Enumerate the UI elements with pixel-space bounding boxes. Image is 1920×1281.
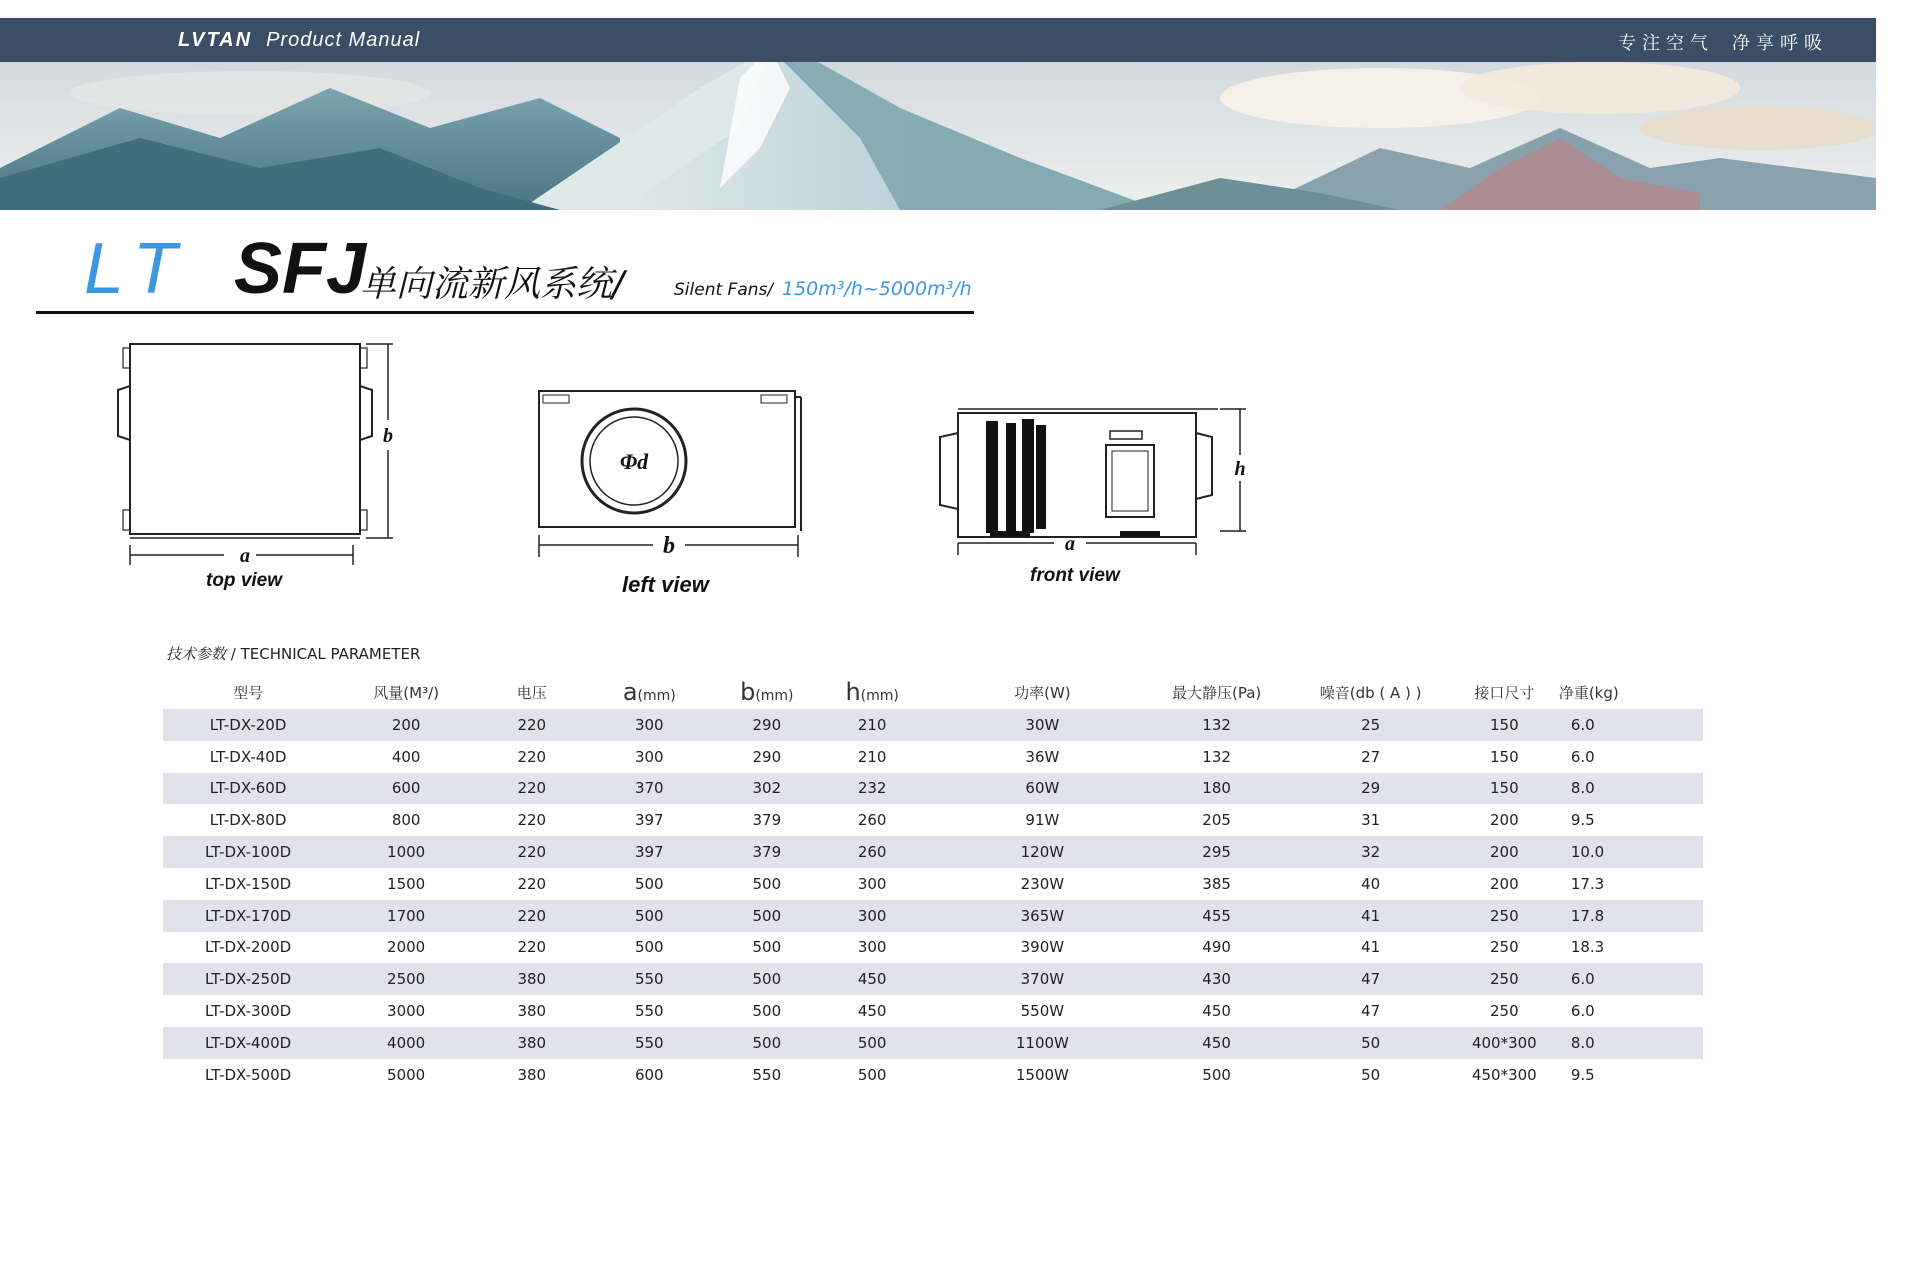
cell-pressure: 295 [1160,836,1273,868]
cell-voltage: 220 [479,836,584,868]
cell-b: 379 [714,836,819,868]
brand-header [178,29,420,52]
cell-h: 300 [819,900,924,932]
slogan-part-1: 专注空气 [1618,33,1714,54]
cell-voltage: 220 [479,709,584,741]
cell-voltage: 220 [517,938,547,957]
cell-noise: 50 [1361,1065,1381,1084]
cell-noise: 40 [1361,874,1381,893]
table-row [163,932,1703,964]
series-label: LT [84,229,191,309]
left-view-label: left view [622,572,709,597]
cell-port: 250 [1490,938,1519,957]
cell-weight: 18.3 [1570,938,1605,957]
cell-h: 260 [819,836,924,868]
cell-weight: 9.5 [1570,811,1595,830]
airflow-range: 150m³/h~5000m³/h [782,278,972,300]
cell-b: 290 [752,747,782,766]
cell-noise: 31 [1361,811,1381,830]
header-a-unit: (mm) [637,688,676,704]
cell-b: 550 [752,1065,782,1084]
cell-voltage: 380 [517,1065,547,1084]
dim-h-label: h [1234,458,1246,480]
header-pressure: 最大静压(Pa) [1171,683,1262,702]
cell-voltage: 380 [479,963,584,995]
cell-b: 500 [714,1027,819,1059]
cell-h: 500 [819,1027,924,1059]
cell-model: LT-DX-40D [209,747,287,766]
cell-model: LT-DX-170D [163,900,333,932]
cell-noise: 27 [1361,747,1381,766]
cell-noise: 25 [1273,709,1468,741]
dim-b-label: b [663,533,675,559]
cell-airflow: 1500 [387,874,426,893]
table-row [163,900,1703,932]
header-a-main: a [622,678,638,706]
cell-power: 1500W [1015,1065,1069,1084]
cell-pressure: 132 [1202,747,1231,766]
header-b-unit: (mm) [755,688,794,704]
cell-model: LT-DX-250D [163,963,333,995]
cell-voltage: 220 [517,874,547,893]
cell-a: 370 [584,773,714,805]
header-noise: 噪音(db ( A ) ) [1319,683,1422,702]
table-row [163,773,1703,805]
cell-weight: 6.0 [1541,963,1703,995]
header-model: 型号 [233,683,264,702]
cell-b: 500 [752,874,782,893]
cell-port: 150 [1468,709,1541,741]
cell-weight: 6.0 [1541,709,1703,741]
cell-weight: 8.0 [1541,773,1703,805]
dim-b-label: b [383,425,393,447]
cell-a: 397 [634,811,664,830]
header-h-main: h [845,678,861,706]
cell-model: LT-DX-20D [163,709,333,741]
title-underline [36,311,974,314]
header-h-unit: (mm) [860,688,899,704]
cell-b: 500 [752,1002,782,1021]
dim-a-label: a [240,545,250,567]
cell-airflow: 5000 [387,1065,426,1084]
cell-port: 200 [1490,811,1519,830]
cell-pressure: 132 [1160,709,1273,741]
cell-a: 397 [584,836,714,868]
left-view-drawing [535,385,805,560]
dim-d-label: Φd [619,449,649,474]
header-h [819,675,924,709]
table-caption [166,643,420,664]
cell-pressure: 430 [1160,963,1273,995]
cell-a: 550 [634,1002,664,1021]
table-body [163,709,1703,1091]
product-title [84,228,984,318]
cell-power: 36W [1025,747,1060,766]
header-port: 接口尺寸 [1474,683,1535,702]
cell-power: 1100W [925,1027,1160,1059]
cell-airflow: 400 [391,747,421,766]
cell-a: 550 [584,1027,714,1059]
cell-port: 200 [1490,874,1519,893]
table-row [163,709,1703,741]
cell-model: LT-DX-150D [205,874,292,893]
cell-power: 91W [1025,811,1060,830]
cell-pressure: 450 [1160,1027,1273,1059]
table-row [163,995,1703,1027]
cell-power: 550W [1020,1002,1065,1021]
product-name-en: Silent Fans/ [674,280,774,300]
cell-noise: 41 [1361,938,1381,957]
cell-voltage: 380 [517,1002,547,1021]
cell-pressure: 450 [1202,1002,1231,1021]
cell-voltage: 220 [479,773,584,805]
cell-port: 200 [1468,836,1541,868]
cell-b: 302 [714,773,819,805]
cell-model: LT-DX-400D [163,1027,333,1059]
cell-airflow: 2000 [387,938,426,957]
table-row [163,1027,1703,1059]
brand-name: LVTAN [178,29,253,51]
cell-voltage: 220 [479,900,584,932]
cell-airflow: 4000 [333,1027,479,1059]
cell-b: 290 [714,709,819,741]
cell-model: LT-DX-500D [205,1065,292,1084]
table-caption-cn: 技术参数 [166,645,227,663]
cell-a: 500 [634,874,664,893]
cell-a: 300 [634,747,664,766]
cell-h: 260 [857,811,887,830]
cell-port: 250 [1468,900,1541,932]
top-view-label: top view [206,570,283,591]
cell-a: 550 [584,963,714,995]
cell-h: 210 [819,709,924,741]
cell-voltage: 220 [517,747,547,766]
cell-power: 370W [925,963,1160,995]
cell-weight: 6.0 [1570,747,1595,766]
cell-port: 150 [1468,773,1541,805]
cell-voltage: 380 [479,1027,584,1059]
cell-power: 390W [1020,938,1065,957]
cell-power: 120W [925,836,1160,868]
cell-h: 450 [819,963,924,995]
cell-airflow: 600 [333,773,479,805]
cell-pressure: 490 [1202,938,1231,957]
cell-power: 230W [1020,874,1065,893]
cell-port: 250 [1490,1002,1519,1021]
cell-weight: 6.0 [1570,1002,1595,1021]
cell-airflow: 200 [333,709,479,741]
cell-b: 379 [752,811,782,830]
header-airflow: 风量(M³/) [373,683,439,702]
cell-h: 210 [857,747,887,766]
cell-power: 365W [925,900,1160,932]
cell-pressure: 205 [1202,811,1231,830]
doc-type: Product Manual [266,29,421,51]
cell-model: LT-DX-100D [163,836,333,868]
cell-pressure: 385 [1202,874,1231,893]
cell-a: 600 [634,1065,664,1084]
cell-model: LT-DX-80D [209,811,287,830]
table-header-row [163,675,1703,709]
cell-model: LT-DX-200D [205,938,292,957]
cell-b: 500 [752,938,782,957]
cell-model: LT-DX-300D [205,1002,292,1021]
header-b [714,675,819,709]
cell-a: 500 [634,938,664,957]
cell-voltage: 220 [517,811,547,830]
cell-h: 300 [857,938,887,957]
front-view-label: front view [1030,565,1120,586]
table-caption-en: / TECHNICAL PARAMETER [226,645,421,663]
header-weight: 净重(kg) [1558,683,1619,702]
cell-h: 450 [857,1002,887,1021]
cell-a: 500 [584,900,714,932]
cell-noise: 29 [1273,773,1468,805]
cell-h: 500 [857,1065,887,1084]
product-name-cn: 单向流新风系统/ [360,264,625,305]
model-label: SFJ [234,229,367,309]
cell-h: 232 [819,773,924,805]
table-row [163,804,1703,836]
table-row [163,836,1703,868]
cell-port: 400*300 [1468,1027,1541,1059]
cell-noise: 32 [1273,836,1468,868]
header-voltage: 电压 [516,683,547,702]
cell-power: 60W [925,773,1160,805]
cell-noise: 41 [1273,900,1468,932]
cell-b: 500 [714,900,819,932]
table-row [163,868,1703,900]
cell-noise: 50 [1273,1027,1468,1059]
cell-b: 500 [714,963,819,995]
cell-airflow: 1700 [333,900,479,932]
cell-weight: 17.8 [1541,900,1703,932]
cell-airflow: 1000 [333,836,479,868]
cell-port: 250 [1468,963,1541,995]
cell-port: 450*300 [1471,1065,1537,1084]
cell-model: LT-DX-60D [163,773,333,805]
table-row [163,741,1703,773]
cell-pressure: 180 [1160,773,1273,805]
cell-port: 150 [1490,747,1519,766]
slogan [1618,29,1828,55]
cell-h: 300 [857,874,887,893]
cell-noise: 47 [1361,1002,1381,1021]
header-b-main: b [740,678,756,706]
slogan-part-2: 净享呼吸 [1732,33,1828,54]
header-power: 功率(W) [1014,683,1071,702]
table-row [163,1059,1703,1091]
dim-a-label: a [1065,533,1075,555]
cell-airflow: 3000 [387,1002,426,1021]
technical-parameter-table [163,675,1703,1091]
cell-noise: 47 [1273,963,1468,995]
cell-airflow: 800 [391,811,421,830]
table-row [163,963,1703,995]
cell-pressure: 500 [1202,1065,1231,1084]
cell-weight: 9.5 [1570,1065,1595,1084]
cell-a: 300 [584,709,714,741]
front-view-drawing [930,405,1250,560]
top-view-drawing [108,340,408,570]
cell-weight: 8.0 [1541,1027,1703,1059]
header-a [584,675,714,709]
cell-power: 30W [925,709,1160,741]
cell-weight: 10.0 [1541,836,1703,868]
cell-airflow: 2500 [333,963,479,995]
cell-weight: 17.3 [1570,874,1605,893]
cell-pressure: 455 [1160,900,1273,932]
